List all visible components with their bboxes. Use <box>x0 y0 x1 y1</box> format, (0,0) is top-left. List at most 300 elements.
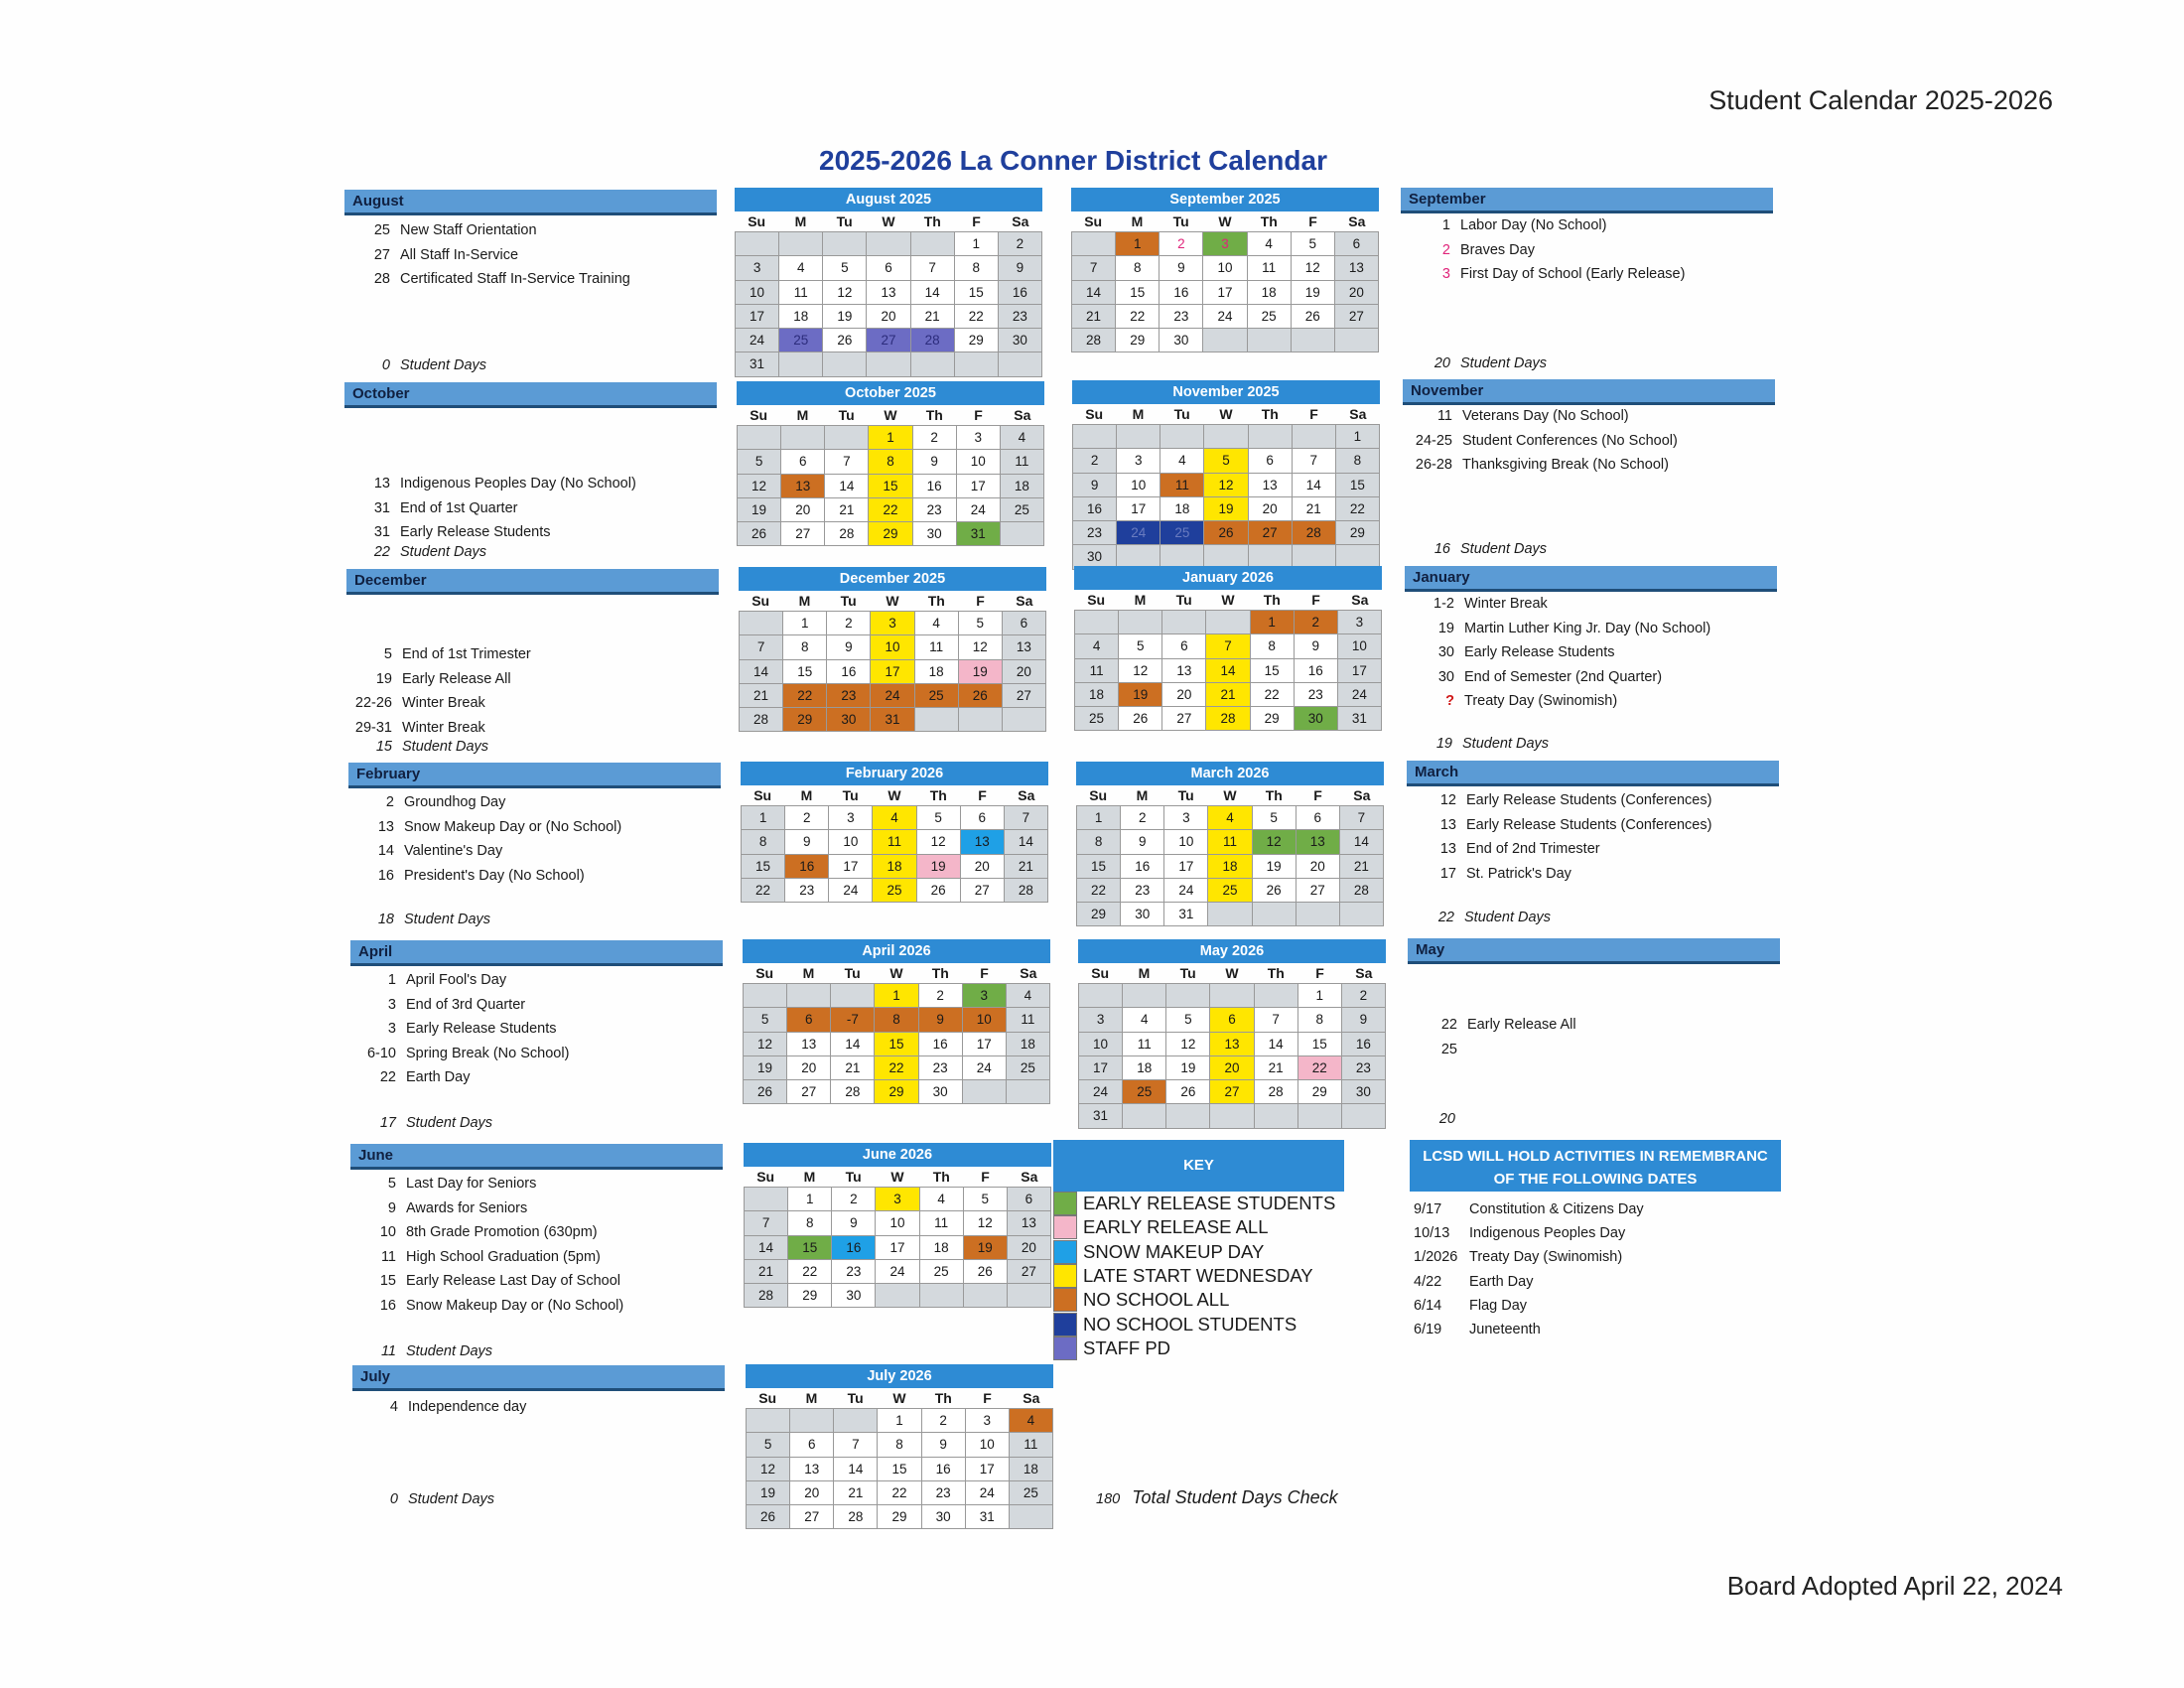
calendar-day: 10 <box>736 281 779 305</box>
calendar-day: 31 <box>966 1505 1010 1529</box>
calendar-day: 15 <box>1336 474 1380 497</box>
empty-cell <box>823 352 867 376</box>
calendar-day: 25 <box>1001 498 1044 522</box>
weekday-label: F <box>978 787 987 803</box>
calendar-day: 16 <box>832 1236 876 1260</box>
calendar-day: 30 <box>1160 329 1203 352</box>
calendar-day: 9 <box>1295 634 1338 658</box>
legend-swatch <box>1053 1288 1077 1312</box>
event-text: Early Release Students (Conferences) <box>1466 792 1712 808</box>
student-days-august: 0 Student Days <box>381 357 487 373</box>
calendar-day: 26 <box>1204 521 1248 545</box>
calendar-day: 13 <box>790 1458 834 1481</box>
calendar-day: 1 <box>955 232 999 256</box>
calendar-day: 24 <box>957 498 1001 522</box>
calendar-day: 10 <box>1338 634 1382 658</box>
calendar-day: 7 <box>911 256 955 280</box>
calendar-day: 1 <box>742 806 785 830</box>
calendar-day: 4 <box>1075 634 1119 658</box>
event-row <box>350 1200 723 1225</box>
calendar-day: 29 <box>783 708 827 732</box>
calendar-day: 20 <box>867 305 910 329</box>
event-date: 22 <box>1440 1017 1457 1033</box>
empty-cell <box>1203 329 1247 352</box>
legend-label: NO SCHOOL ALL <box>1083 1289 1230 1311</box>
calendar-day: 20 <box>1335 281 1379 305</box>
calendar-day: 9 <box>1342 1008 1386 1032</box>
calendar-day: 5 <box>1204 449 1248 473</box>
calendar-day: 10 <box>957 450 1001 474</box>
calendar-day: 2 <box>913 426 957 450</box>
event-text: End of Semester (2nd Quarter) <box>1464 668 1663 685</box>
calendar-day: 8 <box>878 1433 921 1457</box>
empty-cell <box>790 1409 834 1433</box>
event-date: 22 <box>379 1069 396 1085</box>
calendar-day: 26 <box>1292 305 1335 329</box>
calendar-day: 30 <box>922 1505 966 1529</box>
weekday-label: F <box>981 1169 990 1185</box>
event-date: 1-2 <box>1433 596 1454 612</box>
remembrance-title: LCSD WILL HOLD ACTIVITIES IN REMEMBRANC OF THE FOLLOWING DATES <box>1410 1140 1781 1192</box>
weekday-label: W <box>1223 787 1237 803</box>
weekday-label: Sa <box>1021 1169 1038 1185</box>
calendar-day: 8 <box>783 635 827 659</box>
calendar-day: 8 <box>869 450 912 474</box>
calendar-day: 8 <box>1251 634 1295 658</box>
calendar-day: 3 <box>871 612 914 635</box>
calendar-day: 1 <box>1336 425 1380 449</box>
calendar-day: 18 <box>915 660 959 684</box>
weekday-label: Th <box>931 965 949 981</box>
event-row <box>1401 266 1773 291</box>
calendar-day: 3 <box>736 256 779 280</box>
calendar-day: 30 <box>1121 903 1164 926</box>
weekday-label: M <box>798 593 811 609</box>
empty-cell <box>1123 1104 1166 1128</box>
event-date: 28 <box>373 271 390 287</box>
panel-february <box>348 763 721 892</box>
calendar-day: 19 <box>1204 497 1248 521</box>
calendar-day: 9 <box>1121 830 1164 854</box>
event-date: 11 <box>380 1248 396 1265</box>
calendar-day: 25 <box>779 329 823 352</box>
remembrance-date: 1/2026 <box>1414 1249 1458 1266</box>
weekday-label: Th <box>1260 213 1278 229</box>
event-date: 13 <box>377 818 394 835</box>
calendar-day: 9 <box>785 830 829 854</box>
weekday-label: M <box>802 965 815 981</box>
calendar-day: 17 <box>957 475 1001 498</box>
calendar-day: 25 <box>1123 1080 1166 1104</box>
calendar-day: 13 <box>1249 474 1293 497</box>
event-text: Early Release All <box>402 670 511 687</box>
event-row <box>1407 866 1779 891</box>
calendar-day: 27 <box>867 329 910 352</box>
calendar-day: 14 <box>1293 474 1336 497</box>
remembrance-item <box>1410 1270 1781 1294</box>
calendar-day: 22 <box>955 305 999 329</box>
calendar-day: 26 <box>964 1260 1008 1284</box>
calendar-day: 13 <box>787 1033 831 1056</box>
calendar-day: 16 <box>1295 659 1338 683</box>
calendar-day: 20 <box>1003 660 1046 684</box>
calendar-day: 5 <box>1292 232 1335 256</box>
legend-swatch <box>1053 1192 1077 1215</box>
event-text: End of 3rd Quarter <box>406 996 526 1013</box>
remembrance-text: Juneteenth <box>1469 1321 1541 1337</box>
calendar-day: 31 <box>736 352 779 376</box>
empty-cell <box>779 352 823 376</box>
event-date: 13 <box>1439 816 1456 833</box>
calendar-day: 1 <box>1251 611 1295 634</box>
calendar-day: 27 <box>787 1080 831 1104</box>
calendar-day: 1 <box>869 426 912 450</box>
calendar-day: 16 <box>1342 1033 1386 1056</box>
empty-cell <box>915 708 959 732</box>
event-row <box>350 1224 723 1249</box>
calendar-day: 21 <box>745 1260 788 1284</box>
calendar-day: 25 <box>1160 521 1204 545</box>
weekday-header <box>735 211 1042 231</box>
weekday-label: Tu <box>842 787 859 803</box>
calendar-day: 10 <box>1203 256 1247 280</box>
calendar-day: 22 <box>869 498 912 522</box>
calendar-day: 8 <box>1298 1008 1342 1032</box>
weekday-label: Su <box>1084 213 1103 229</box>
weekday-label: Tu <box>1172 213 1189 229</box>
calendar-day: 23 <box>1342 1056 1386 1080</box>
calendar-day: 20 <box>1008 1236 1051 1260</box>
calendar-day: 21 <box>1206 683 1250 707</box>
calendar-day: 24 <box>1117 521 1160 545</box>
calendar-day: 19 <box>964 1236 1008 1260</box>
calendar-june-2026 <box>744 1143 1051 1308</box>
calendar-day: 5 <box>1166 1008 1210 1032</box>
calendar-september-2025 <box>1071 188 1379 352</box>
calendar-march-2026 <box>1076 762 1384 926</box>
calendar-day: 18 <box>779 305 823 329</box>
event-date: 31 <box>373 499 390 516</box>
calendar-day: 12 <box>917 830 961 854</box>
remembrance-date: 6/19 <box>1414 1321 1442 1337</box>
calendar-december-2025 <box>739 567 1046 732</box>
calendar-day: 4 <box>1248 232 1292 256</box>
calendar-day: 27 <box>1162 707 1206 731</box>
calendar-day: 11 <box>1007 1008 1050 1032</box>
legend-label: EARLY RELEASE ALL <box>1083 1216 1269 1238</box>
calendar-day: 27 <box>961 879 1005 903</box>
calendar-day: 11 <box>1010 1433 1053 1457</box>
empty-cell <box>1255 984 1298 1008</box>
empty-cell <box>740 612 783 635</box>
weekday-label: Su <box>755 965 774 981</box>
calendar-day: 28 <box>1005 879 1048 903</box>
empty-cell <box>1208 903 1252 926</box>
calendar-day: 15 <box>878 1458 921 1481</box>
empty-cell <box>1003 708 1046 732</box>
panel-september-title: September <box>1401 188 1773 213</box>
calendar-day: 14 <box>1072 281 1116 305</box>
event-row <box>350 1046 723 1070</box>
calendar-day: 22 <box>783 684 827 708</box>
event-date: 16 <box>379 1297 396 1314</box>
calendar-day: 3 <box>957 426 1001 450</box>
calendar-month-title: September 2025 <box>1071 188 1379 211</box>
calendar-day: 18 <box>1208 855 1252 879</box>
calendar-day: 10 <box>829 830 873 854</box>
calendar-grid <box>743 983 1050 1104</box>
event-date: 22-26 <box>354 695 392 711</box>
calendar-day: 30 <box>832 1284 876 1308</box>
event-text: Awards for Seniors <box>406 1199 528 1216</box>
calendar-day: 26 <box>1253 879 1297 903</box>
calendar-month-title: February 2026 <box>741 762 1048 785</box>
empty-cell <box>1292 329 1335 352</box>
calendar-month-title: December 2025 <box>739 567 1046 591</box>
calendar-day: 15 <box>955 281 999 305</box>
calendar-day: 7 <box>745 1211 788 1235</box>
weekday-label: Sa <box>1014 407 1031 423</box>
calendar-day: 3 <box>829 806 873 830</box>
calendar-day: 22 <box>878 1481 921 1505</box>
weekday-label: Tu <box>847 1390 864 1406</box>
calendar-day: 18 <box>1075 683 1119 707</box>
event-row <box>350 1298 723 1323</box>
calendar-day: 15 <box>1077 855 1121 879</box>
remembrance-item <box>1410 1221 1781 1245</box>
legend-item <box>1053 1288 1344 1312</box>
calendar-day: 4 <box>873 806 916 830</box>
calendar-day: 10 <box>966 1433 1010 1457</box>
weekday-label: Su <box>748 213 766 229</box>
calendar-day: 28 <box>825 522 869 546</box>
calendar-month-title: August 2025 <box>735 188 1042 211</box>
calendar-day: 30 <box>1073 545 1117 569</box>
event-row <box>1405 596 1777 621</box>
calendar-day: 17 <box>1164 855 1208 879</box>
calendar-grid <box>744 1187 1051 1308</box>
event-row <box>1403 433 1775 458</box>
event-row <box>1401 217 1773 242</box>
event-text: Early Release Students <box>400 524 551 540</box>
calendar-day: 19 <box>823 305 867 329</box>
calendar-day: 29 <box>878 1505 921 1529</box>
calendar-day: 16 <box>1073 497 1117 521</box>
student-days-january: 19 Student Days <box>1435 736 1550 752</box>
event-row <box>350 1021 723 1046</box>
calendar-day: 13 <box>1003 635 1046 659</box>
calendar-august-2025 <box>735 188 1042 377</box>
empty-cell <box>738 426 781 450</box>
event-row <box>1403 457 1775 482</box>
empty-cell <box>1162 611 1206 634</box>
calendar-day: 18 <box>873 855 916 879</box>
empty-cell <box>1166 1104 1210 1128</box>
event-row <box>1407 817 1779 842</box>
legend-item <box>1053 1215 1344 1239</box>
calendar-day: 16 <box>999 281 1042 305</box>
event-row <box>348 819 721 844</box>
calendar-day: 26 <box>1166 1080 1210 1104</box>
calendar-grid <box>741 805 1048 903</box>
calendar-day: 21 <box>911 305 955 329</box>
calendar-january-2026 <box>1074 566 1382 731</box>
calendar-day: 16 <box>827 660 871 684</box>
calendar-day: 6 <box>1210 1008 1254 1032</box>
calendar-grid <box>1072 424 1380 570</box>
empty-cell <box>920 1284 964 1308</box>
calendar-day: 15 <box>1298 1033 1342 1056</box>
weekday-header <box>1076 785 1384 805</box>
calendar-day: 4 <box>1160 449 1204 473</box>
calendar-day: 2 <box>1121 806 1164 830</box>
calendar-day: 3 <box>1338 611 1382 634</box>
calendar-day: 16 <box>1160 281 1203 305</box>
legend-item <box>1053 1264 1344 1288</box>
event-date: 19 <box>1437 620 1454 636</box>
calendar-day: 24 <box>736 329 779 352</box>
remembrance-text: Flag Day <box>1469 1297 1528 1314</box>
calendar-day: 3 <box>1079 1008 1123 1032</box>
panel-january-title: January <box>1405 566 1777 592</box>
legend-label: EARLY RELEASE STUDENTS <box>1083 1193 1336 1214</box>
legend-swatch <box>1053 1313 1077 1336</box>
calendar-day: 6 <box>961 806 1005 830</box>
weekday-label: W <box>886 593 899 609</box>
calendar-day: 6 <box>787 1008 831 1032</box>
calendar-day: 5 <box>1119 634 1162 658</box>
calendar-day: 13 <box>1297 830 1340 854</box>
weekday-header <box>743 963 1050 983</box>
empty-cell <box>999 352 1042 376</box>
legend-swatch <box>1053 1240 1077 1264</box>
calendar-day: 24 <box>963 1056 1007 1080</box>
calendar-day: 6 <box>1249 449 1293 473</box>
panel-june <box>350 1144 723 1322</box>
remembrance-date: 10/13 <box>1414 1225 1450 1242</box>
calendar-day: 16 <box>922 1458 966 1481</box>
calendar-day: 17 <box>829 855 873 879</box>
event-text: Certificated Staff In-Service Training <box>400 271 630 287</box>
calendar-day: 26 <box>738 522 781 546</box>
weekday-label: Tu <box>1173 406 1190 422</box>
weekday-label: Tu <box>1177 787 1194 803</box>
calendar-day: 17 <box>966 1458 1010 1481</box>
calendar-day: 17 <box>1117 497 1160 521</box>
calendar-day: 8 <box>742 830 785 854</box>
calendar-day: 2 <box>1342 984 1386 1008</box>
empty-cell <box>779 232 823 256</box>
event-date: 9 <box>387 1199 396 1216</box>
calendar-day: 9 <box>913 450 957 474</box>
remembrance-item <box>1410 1318 1781 1341</box>
calendar-day: 9 <box>1073 474 1117 497</box>
weekday-label: Su <box>758 1390 777 1406</box>
weekday-label: W <box>890 1169 904 1185</box>
weekday-label: Th <box>1267 965 1285 981</box>
event-row <box>344 500 717 525</box>
weekday-header <box>1072 404 1380 424</box>
weekday-label: W <box>1225 965 1239 981</box>
empty-cell <box>747 1409 790 1433</box>
calendar-day: 13 <box>1008 1211 1051 1235</box>
calendar-day: 7 <box>1206 634 1250 658</box>
calendar-day: 22 <box>1077 879 1121 903</box>
event-row <box>350 1273 723 1298</box>
calendar-day: 2 <box>1160 232 1203 256</box>
calendar-april-2026 <box>743 939 1050 1104</box>
empty-cell <box>1298 1104 1342 1128</box>
empty-cell <box>1160 425 1204 449</box>
calendar-day: 28 <box>1206 707 1250 731</box>
event-text: First Day of School (Early Release) <box>1460 266 1686 282</box>
calendar-day: 1 <box>1116 232 1160 256</box>
empty-cell <box>959 708 1003 732</box>
calendar-day: 11 <box>920 1211 964 1235</box>
empty-cell <box>736 232 779 256</box>
panel-august-title: August <box>344 190 717 215</box>
legend-label: LATE START WEDNESDAY <box>1083 1265 1313 1287</box>
calendar-day: 29 <box>869 522 912 546</box>
calendar-day: 8 <box>1336 449 1380 473</box>
calendar-day: 8 <box>1077 830 1121 854</box>
calendar-day: 17 <box>876 1236 919 1260</box>
student-days-december: 15 Student Days <box>375 739 489 755</box>
empty-cell <box>1248 329 1292 352</box>
calendar-day: 7 <box>1293 449 1336 473</box>
event-text: End of 2nd Trimester <box>1466 841 1600 857</box>
calendar-day: 12 <box>744 1033 787 1056</box>
event-date: 30 <box>1437 644 1454 660</box>
weekday-label: Sa <box>1016 593 1033 609</box>
remembrance-text: Earth Day <box>1469 1273 1534 1290</box>
calendar-day: 30 <box>913 522 957 546</box>
calendar-day: 3 <box>1203 232 1247 256</box>
weekday-label: Th <box>932 1169 950 1185</box>
calendar-day: 4 <box>1123 1008 1166 1032</box>
remembrance-list <box>1410 1192 1781 1341</box>
calendar-day: 6 <box>781 450 825 474</box>
panel-october-title: October <box>344 382 717 408</box>
event-date: 5 <box>383 646 392 662</box>
weekday-label: F <box>1313 787 1322 803</box>
weekday-label: Th <box>929 787 947 803</box>
calendar-month-title: October 2025 <box>737 381 1044 405</box>
legend <box>1053 1140 1344 1360</box>
event-row <box>1405 644 1777 669</box>
event-date: 13 <box>373 476 390 492</box>
event-text: Snow Makeup Day or (No School) <box>404 818 622 835</box>
calendar-day: 29 <box>1116 329 1160 352</box>
calendar-day: 29 <box>955 329 999 352</box>
calendar-day: 25 <box>1007 1056 1050 1080</box>
event-text: Treaty Day (Swinomish) <box>1464 693 1618 709</box>
weekday-label: F <box>972 213 981 229</box>
panel-february-title: February <box>348 763 721 788</box>
calendar-day: 11 <box>779 281 823 305</box>
weekday-header <box>744 1167 1051 1187</box>
calendar-day: 29 <box>1077 903 1121 926</box>
empty-cell <box>1007 1080 1050 1104</box>
legend-swatch <box>1053 1215 1077 1239</box>
calendar-day: 11 <box>1248 256 1292 280</box>
event-text: Earth Day <box>406 1069 471 1085</box>
remembrance-item <box>1410 1294 1781 1318</box>
calendar-grid <box>737 425 1044 546</box>
event-row <box>350 997 723 1022</box>
weekday-label: M <box>1132 406 1145 422</box>
empty-cell <box>876 1284 919 1308</box>
